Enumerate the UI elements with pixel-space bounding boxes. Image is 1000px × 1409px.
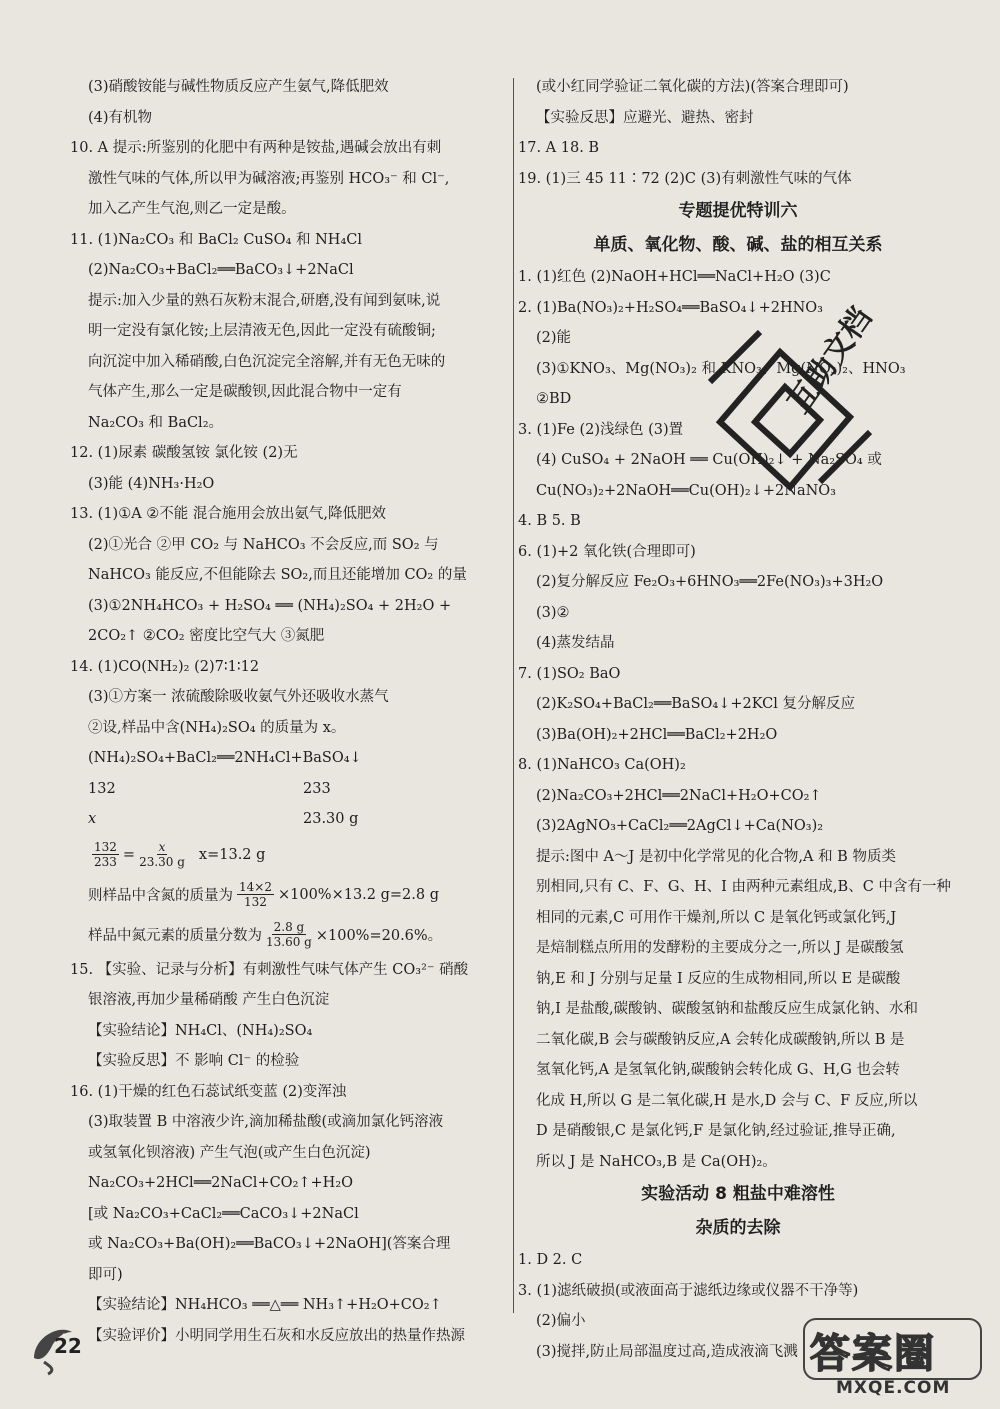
text-line: (3)①KNO₃、Mg(NO₃)₂ 和 KNO₃、Mg(NO₃)₂、HNO₃	[536, 360, 906, 377]
text-line: 加入乙产生气泡,则乙一定是酸。	[88, 201, 296, 217]
text-line: (3)取装置 B 中溶液少许,滴加稀盐酸(或滴加氯化钙溶液	[88, 1114, 444, 1130]
nitrogen-mass-row: 则样品中含氮的质量为 $\frac{14\times 2}{132}$ ×100%×13.2 g=2.8 g	[88, 880, 439, 909]
answer-1-2: 1. D 2. C	[518, 1252, 583, 1268]
watermark-title: 答案圈	[810, 1331, 936, 1377]
answer-12: 12. (1)尿素 碳酸氢铵 氯化铵 (2)无	[70, 445, 298, 461]
hint-line: 别相同,只有 C、F、G、H、I 由两种元素组成,B、C 中含有一种	[536, 879, 951, 895]
hint-line: 钠,I 是盐酸,碳酸钠、碳酸氢钠和盐酸反应生成氯化钠、水和	[536, 1001, 919, 1017]
hint-line: 相同的元素,C 可用作干燥剂,所以 C 是氧化钙或氯化钙,J	[536, 909, 897, 926]
molar-mass-a: 132	[88, 780, 116, 797]
fraction: $\frac{x}{23.30 g}$	[139, 840, 185, 869]
answer-17-18: 17. A 18. B	[518, 140, 600, 156]
proportion-row: $\frac{132}{233}$ = $\frac{x}{23.30 g}$ x=13.2 g	[94, 840, 266, 869]
text-line: 提示:加入少量的熟石灰粉末混合,研磨,没有闻到氨味,说	[88, 292, 441, 309]
mass-b: 23.30 g	[303, 811, 359, 827]
hint-line: 化成 H,所以 G 是二氧化碳,H 是水,D 会与 C、F 反应,所以	[536, 1092, 918, 1109]
text-line: ②设,样品中含(NH₄)₂SO₄ 的质量为 x。	[88, 719, 346, 736]
text-line: (3)2AgNO₃+CaCl₂══2AgCl↓+Ca(NO₃)₂	[536, 818, 824, 834]
answer-6: 6. (1)+2 氧化铁(合理即可)	[518, 543, 696, 560]
text-line: (3)①方案一 浓硫酸除吸收氨气外还吸收水蒸气	[88, 689, 389, 705]
hint-line: 钠,E 和 J 分别与足量 I 反应的生成物相同,所以 E 是碳酸	[536, 970, 901, 987]
text-line: 【实验反思】不 影响 Cl⁻ 的检验	[88, 1053, 300, 1069]
answer-16: 16. (1)干燥的红色石蕊试纸变蓝 (2)变浑浊	[70, 1083, 347, 1100]
hint-line: 提示:图中 A～J 是初中化学常见的化合物,A 和 B 物质类	[536, 848, 896, 865]
mass-row	[70, 804, 510, 835]
text-line: (2)能	[536, 330, 572, 346]
text-line: 向沉淀中加入稀硝酸,白色沉淀完全溶解,并有无色无味的	[88, 353, 446, 370]
watermark-url: MXQE.COM	[836, 1378, 951, 1398]
text-line: 银溶液,再加少量稀硝酸 产生白色沉淀	[88, 992, 330, 1008]
text-line: (4)蒸发结晶	[536, 635, 615, 651]
nitrogen-fraction-row: 样品中氮元素的质量分数为 $\frac{2.8 g}{13.60 g}$ ×100%=20.6%。	[88, 920, 443, 949]
fraction: $\frac{2.8 g}{13.60 g}$	[266, 920, 312, 949]
text-line: (2)复分解反应 Fe₂O₃+6HNO₃══2Fe(NO₃)₃+3H₂O	[536, 574, 884, 590]
answer-2: 2. (1)Ba(NO₃)₂+H₂SO₄══BaSO₄↓+2HNO₃	[518, 299, 823, 316]
answer-8: 8. (1)NaHCO₃ Ca(OH)₂	[518, 757, 686, 773]
text-line: (2)Na₂CO₃+2HCl══2NaCl+H₂O+CO₂↑	[536, 787, 822, 804]
page-number: 22	[54, 1334, 82, 1358]
fraction: $\frac{132}{233}$	[94, 840, 117, 869]
hint-line: 是焙制糕点所用的发酵粉的主要成分之一,所以 J 是碳酸氢	[536, 940, 904, 956]
text-line: (3)Ba(OH)₂+2HCl══BaCl₂+2H₂O	[536, 726, 778, 743]
mass-a: x	[88, 811, 97, 827]
text-line: NaHCO₃ 能反应,不但能除去 SO₂,而且还能增加 CO₂ 的量	[88, 567, 467, 583]
answer-10: 10. A 提示:所鉴别的化肥中有两种是铵盐,遇碱会放出有刺	[70, 140, 442, 156]
text-line: 即可)	[88, 1266, 123, 1283]
right-column	[518, 72, 958, 1367]
text-line: 【实验评价】小明同学用生石灰和水反应放出的热量作热源	[88, 1327, 465, 1344]
column-divider	[513, 78, 514, 1313]
answer-11: 11. (1)Na₂CO₃ 和 BaCl₂ CuSO₄ 和 NH₄Cl	[70, 231, 362, 248]
text-line: 【实验结论】NH₄HCO₃ ══△══ NH₃↑+H₂O+CO₂↑	[88, 1297, 442, 1313]
answer-3: 3. (1)Fe (2)浅绿色 (3)置	[518, 421, 684, 438]
hint-line: D 是硝酸银,C 是氯化钙,F 是氯化钠,经过验证,推导正确,	[536, 1123, 896, 1139]
text-line: (3)能 (4)NH₃·H₂O	[88, 475, 215, 492]
answer-14: 14. (1)CO(NH₂)₂ (2)7∶1∶12	[70, 658, 260, 675]
text-line: 或氢氧化钡溶液) 产生气泡(或产生白色沉淀)	[88, 1144, 371, 1161]
answer-19: 19. (1)三 45 11∶72 (2)C (3)有刺激性气味的气体	[518, 170, 852, 187]
answer-4-5: 4. B 5. B	[518, 513, 581, 529]
hint-line: 氢氧化钙,A 是氢氧化钠,碳酸钠会转化成 G、H,G 也会转	[536, 1062, 900, 1078]
equation-line: (NH₄)₂SO₄+BaCl₂══2NH₄Cl+BaSO₄↓	[88, 750, 362, 766]
text-line: (4) CuSO₄ + 2NaOH ══ Cu(OH)₂↓ + Na₂SO₄ 或	[536, 452, 882, 468]
fraction: $\frac{14\times 2}{132}$	[239, 880, 272, 909]
hint-line: 所以 J 是 NaHCO₃,B 是 Ca(OH)₂。	[536, 1153, 777, 1170]
text-line: (2)K₂SO₄+BaCl₂══BaSO₄↓+2KCl 复分解反应	[536, 696, 856, 712]
text-line: (2)偏小	[536, 1313, 586, 1329]
text-line: (或小红同学验证二氧化碳的方法)(答案合理即可)	[536, 79, 849, 95]
answer-13: 13. (1)①A ②不能 混合施用会放出氨气,降低肥效	[70, 506, 387, 522]
answer-1: 1. (1)红色 (2)NaOH+HCl══NaCl+H₂O (3)C	[518, 269, 831, 285]
section-heading: 实验活动 8 粗盐中难溶性	[641, 1184, 835, 1204]
section-subheading: 单质、氧化物、酸、碱、盐的相互关系	[593, 235, 883, 255]
text-line: (3)硝酸铵能与碱性物质反应产生氨气,降低肥效	[88, 79, 389, 95]
section-subheading: 杂质的去除	[695, 1218, 781, 1238]
text-line: 【实验反思】应避光、避热、密封	[536, 109, 754, 126]
hint-line: 二氧化碳,B 会与碳酸钠反应,A 会转化成碳酸钠,所以 B 是	[536, 1031, 905, 1048]
text-line: Na₂CO₃+2HCl══2NaCl+CO₂↑+H₂O	[88, 1175, 354, 1191]
stamp-text: 互助文档	[781, 301, 880, 420]
answer-15: 15. 【实验、记录与分析】有刺激性气味气体产生 CO₃²⁻ 硝酸	[70, 961, 469, 978]
answer-3: 3. (1)滤纸破损(或液面高于滤纸边缘或仪器不干净等)	[518, 1282, 859, 1299]
text-line: Cu(NO₃)₂+2NaOH══Cu(OH)₂↓+2NaNO₃	[536, 482, 836, 499]
text-line: (3)②	[536, 604, 570, 621]
answer-7: 7. (1)SO₂ BaO	[518, 665, 621, 682]
text-line: (3)①2NH₄HCO₃ + H₂SO₄ ══ (NH₄)₂SO₄ + 2H₂O +	[88, 597, 452, 614]
text-line: 明一定没有氯化铵;上层清液无色,因此一定没有硫酸铜;	[88, 323, 436, 339]
text-line: 或 Na₂CO₃+Ba(OH)₂══BaCO₃↓+2NaOH](答案合理	[88, 1236, 451, 1252]
text-line: Na₂CO₃ 和 BaCl₂。	[88, 414, 224, 431]
text-line: (2)①光合 ②甲 CO₂ 与 NaHCO₃ 不会反应,而 SO₂ 与	[88, 536, 439, 553]
text-line: [或 Na₂CO₃+CaCl₂══CaCO₃↓+2NaCl	[88, 1205, 359, 1222]
left-column	[70, 72, 510, 1351]
text-line: (2)Na₂CO₃+BaCl₂══BaCO₃↓+2NaCl	[88, 262, 354, 278]
text-line: ②BD	[536, 391, 572, 407]
section-heading: 专题提优特训六	[678, 201, 798, 221]
text-line: 【实验结论】NH₄Cl、(NH₄)₂SO₄	[88, 1022, 313, 1039]
molar-mass-row	[70, 774, 510, 805]
molar-mass-b: 233	[303, 780, 331, 797]
text-line: 激性气味的气体,所以甲为碱溶液;再鉴别 HCO₃⁻ 和 Cl⁻,	[88, 170, 450, 187]
text-line: 气体产生,那么一定是碳酸钡,因此混合物中一定有	[88, 384, 402, 400]
text-line: (4)有机物	[88, 109, 153, 126]
text-line: (3)搅拌,防止局部温度过高,造成液滴飞溅	[536, 1343, 798, 1360]
text-line: 2CO₂↑ ②CO₂ 密度比空气大 ③氮肥	[88, 628, 325, 644]
